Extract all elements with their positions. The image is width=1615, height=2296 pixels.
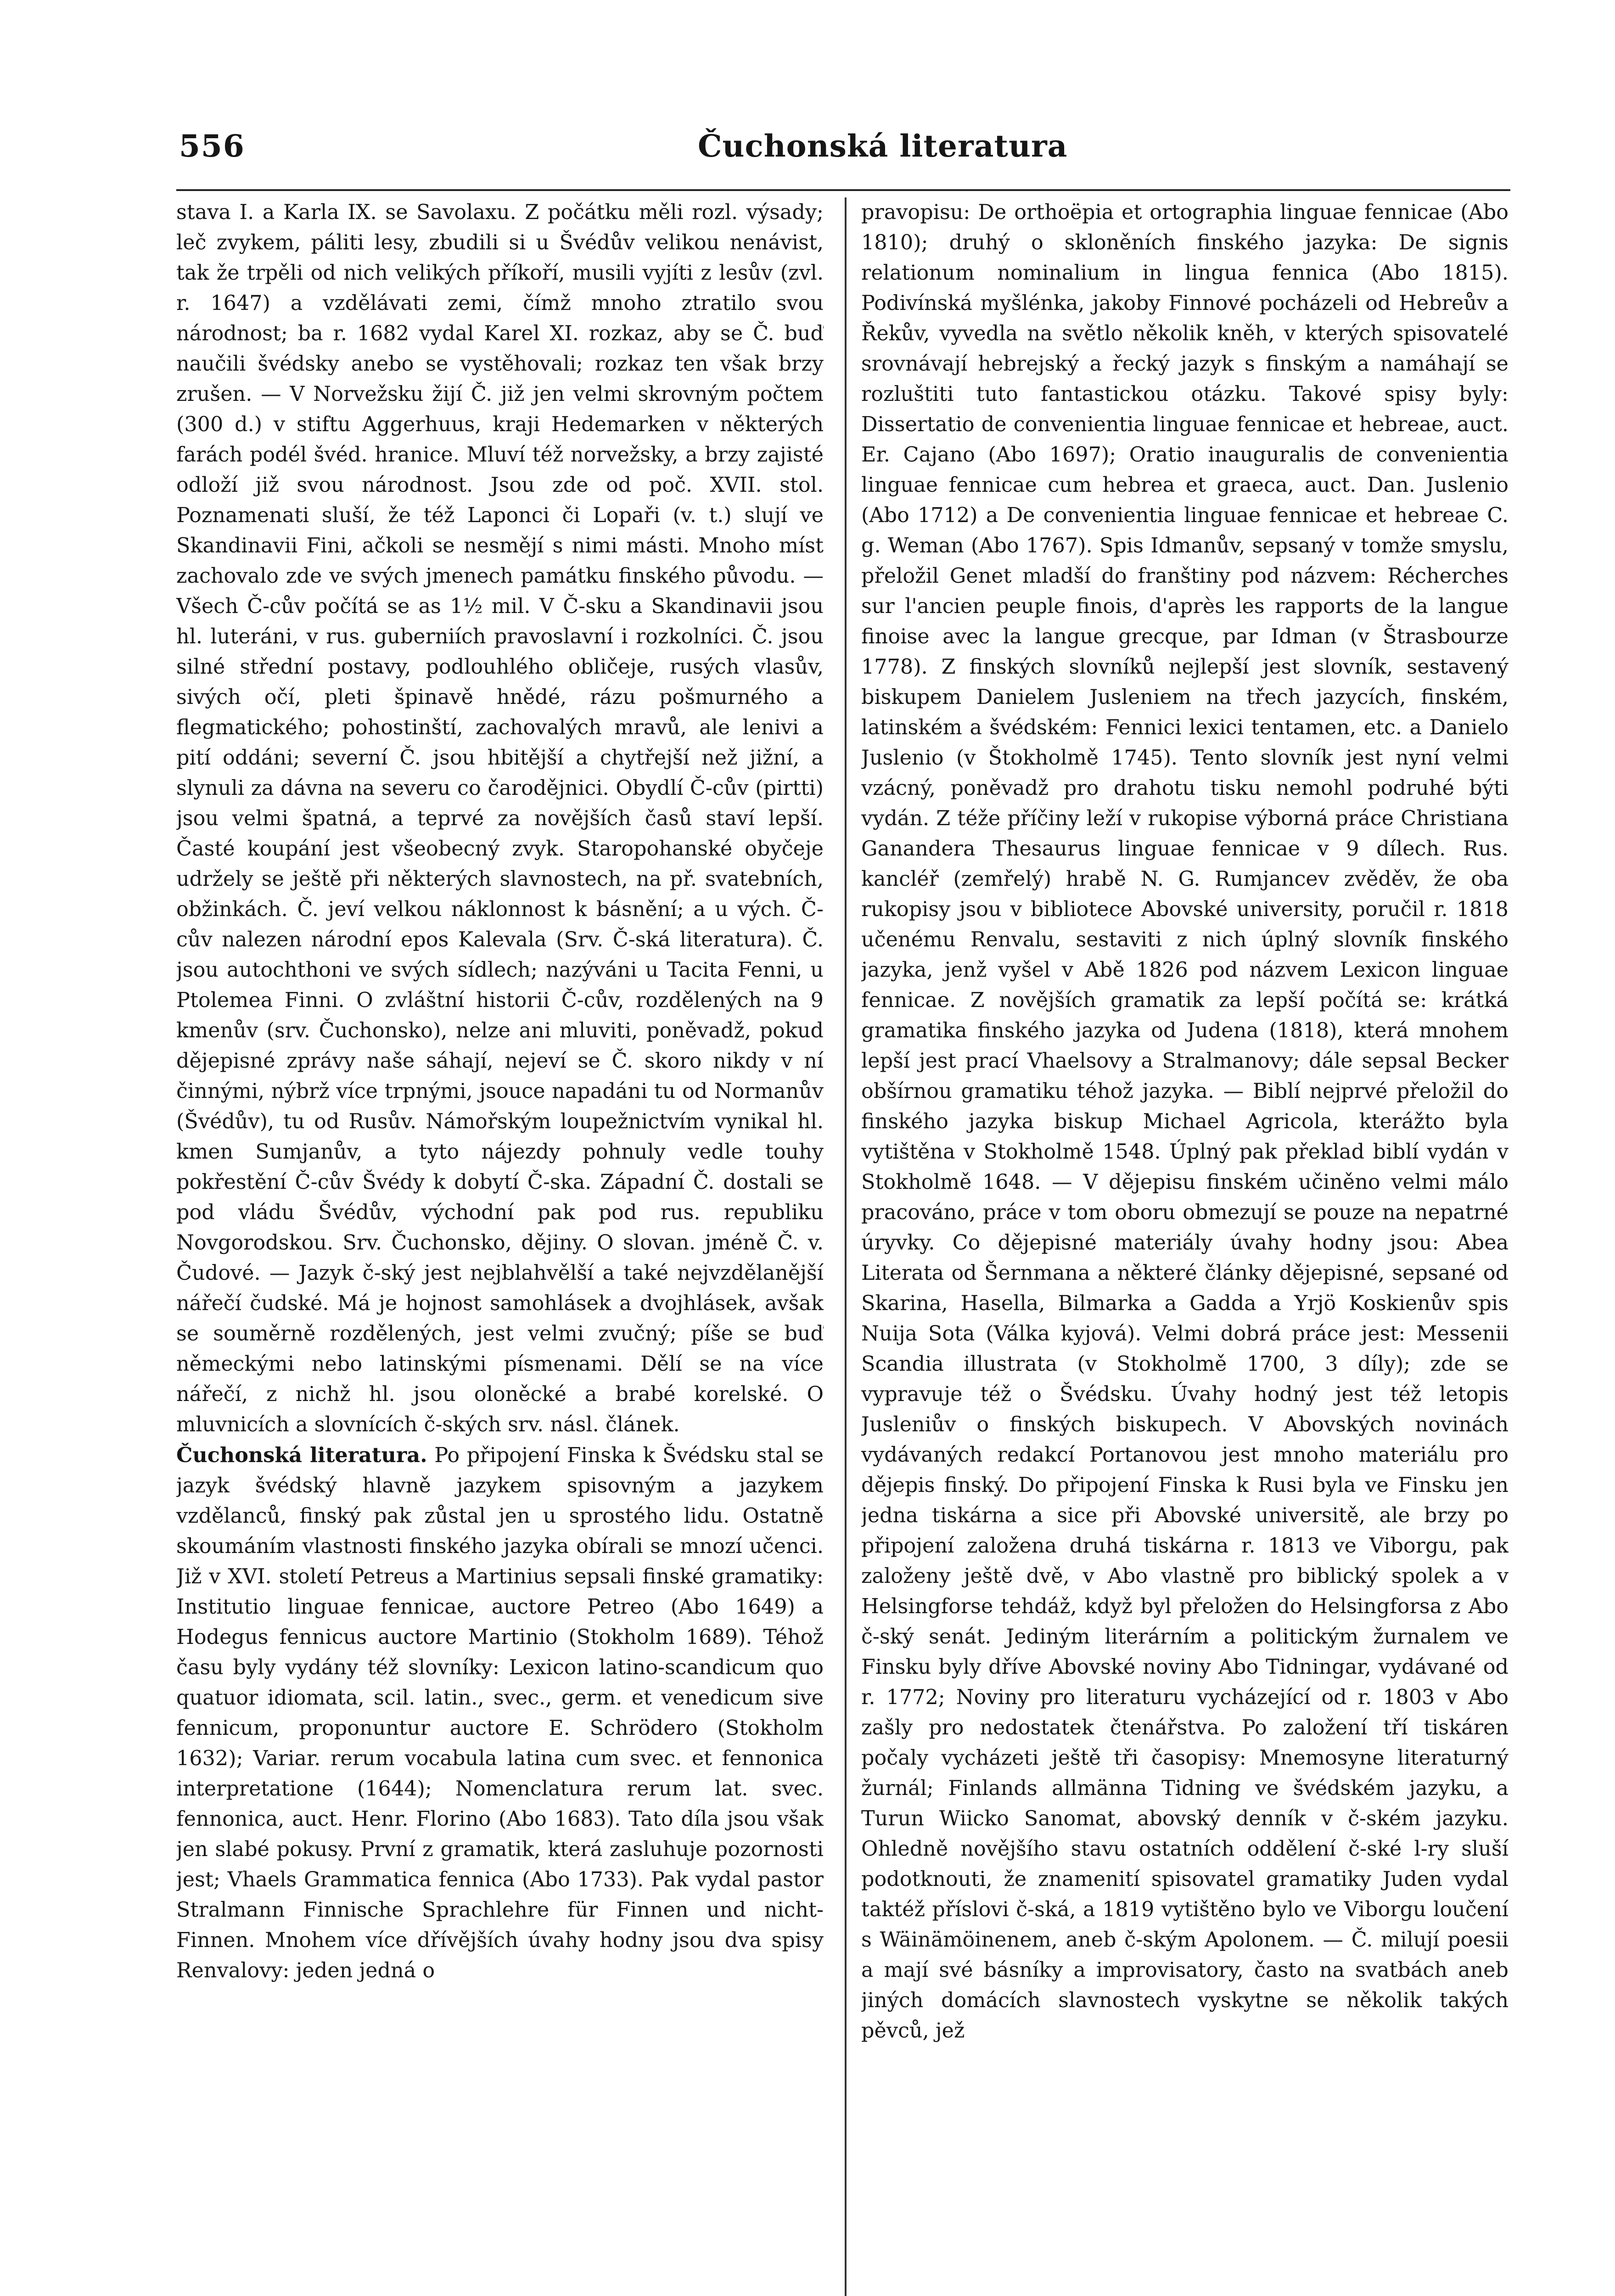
header-rule — [176, 189, 1510, 191]
right-column — [861, 197, 1508, 2296]
right-paragraph-1: pravopisu: De orthoëpia et ortographia linguae fennicae (Abo 1810); druhý o skloněních finského jazyka: De signis relationum nominalium in lingua fennica (Abo 1815). Podivínská myšlénka, jakoby Finnové pocházeli od Hebreův a Řekův, vyvedla na světlo několik kněh, v kterých spisovatelé srovnávají hebrejský a řecký jazyk s finským a namáhají se rozluštiti tuto fantastickou otázku. Takové spisy byly: Dissertatio de convenientia linguae fennicae et hebreae, auct. Er. Cajano (Abo 1697); Oratio inauguralis de convenientia linguae fennicae cum hebrea et graeca, auct. Dan. Juslenio (Abo 1712) a De convenientia linguae fennicae et hebreae C. g. Weman (Abo 1767). Spis Idmanův, sepsaný v tomže smyslu, přeložil Genet mladší do franštiny pod názvem: Récherches sur l'ancien peuple finois, d'après les rapports de la langue finoise avec la langue grecque, par Idman (v Štrasbourze 1778). Z finských slovníků nejlepší jest slovník, sestavený biskupem Danielem Jusleniem na třech jazycích, finském, latinském a švédském: Fennici lexici tentamen, etc. a Danielo Juslenio (v Štokholmě 1745). Tento slovník jest nyní velmi vzácný, poněvadž pro drahotu tisku nemohl podruhé býti vydán. Z téže příčiny leží v rukopise výborná práce Christiana Ganandera Thesaurus linguae fennicae v 9 dílech. Rus. kancléř (zemřelý) hrabě N. G. Rumjancev zvěděv, že oba rukopisy jsou v bibliotece Abovské university, poručil r. 1818 učenému Renvalu, sestaviti z nich úplný slovník finského jazyka, jenž vyšel v Abě 1826 pod názvem Lexicon linguae fennicae. Z novějších gramatik za lepší počítá se: krátká gramatika finského jazyka od Judena (1818), která mnohem lepší jest prací Vhaelsovy a Stralmanovy; dále sepsal Becker obšírnou gramatiku téhož jazyka. — Biblí nejprvé přeložil do finského jazyka biskup Michael Agricola, kterážto byla vytištěna v Stokholmě 1548. Úplný pak překlad biblí vydán v Stokholmě 1648. — V dějepisu finském učiněno velmi málo pracováno, práce v tom oboru obmezují se pouze na nepatrné úryvky. Co dějepisné materiály úvahy hodny jsou: Abea Literata od Šernmana a některé články dějepisné, sepsané od Skarina, Hasella, Bilmarka a Gadda a Yrjö Koskienův spis Nuija Sota (Válka kyjová). Velmi dobrá práce jest: Messenii Scandia illustrata (v Stokholmě 1700, 3 díly); zde se vypravuje též o Švédsku. Úvahy hodný jest též letopis Jusleniův o finských biskupech. V Abovských novinách vydávaných redakcí Portanovou jest mnoho materiálu pro dějepis finský. Do připojení Finska k Rusi byla ve Finsku jen jedna tiskárna a sice při Abovské universitě, ale brzy po připojení založena druhá tiskárna r. 1813 ve Viborgu, pak založeny ještě dvě, v Abo vlastně pro biblický spolek a v Helsingforse tehdáž, když byl přeložen do Helsingforsa z Abo č-ský senát. Jediným literárním a politickým žurnalem ve Finsku byly dříve Abovské noviny Abo Tidningar, vydávané od r. 1772; Noviny pro literaturu vycházející od r. 1803 v Abo zašly pro nedostatek čtenářstva. Po založení tří tiskáren počaly vycházeti ještě tři časopisy: Mnemosyne literaturný žurnál; Finlands allmänna Tidning ve švédském jazyku, a Turun Wiicko Sanomat, abovský denník v č-ském jazyku. Ohledně novějšího stavu ostatních oddělení č-ské l-ry sluší podotknouti, že znamenití spisovatel gramatiky Juden vydal taktéž příslovi č-ská, a 1819 vytištěno bylo ve Viborgu loučení s Wäinämöinenem, aneb č-ským Apolonem. — Č. milují poesii a mají své básníky a improvisatory, často na svatbách aneb jiných domácích slavnostech vyskytne se několik takých pěvců, jež — [861, 201, 1508, 2043]
left-paragraph-2 — [176, 1440, 824, 1986]
page-header — [0, 0, 1615, 193]
left-paragraph-1: stava I. a Karla IX. se Savolaxu. Z počátku měli rozl. výsady; leč zvykem, páliti lesy, zbudili si u Švédův velikou nenávist, tak že trpěli od nich velikých příkoří, musili vyjíti z lesův (zvl. r. 1647) a vzdělávati zemi, čímž mnoho ztratilo svou národnost; ba r. 1682 vydal Karel XI. rozkaz, aby se Č. buď naučili švédsky anebo se vystěhovali; rozkaz ten však brzy zrušen. — V Norvežsku žijí Č. již jen velmi skrovným počtem (300 d.) v stiftu Aggerhuus, kraji Hedemarken v některých farách podél švéd. hranice. Mluví též norvežsky, a brzy zajisté odloží již svou národnost. Jsou zde od poč. XVII. stol. Poznamenati sluší, že též Laponci či Lopaři (v. t.) slují ve Skandinavii Fini, ačkoli se nesmějí s nimi másti. Mnoho míst zachovalo zde ve svých jmenech památku finského původu. — Všech Č-cův počítá se as 1½ mil. V Č-sku a Skandinavii jsou hl. luteráni, v rus. guberniích pravoslavní i rozkolníci. Č. jsou silné střední postavy, podlouhlého obličeje, rusých vlasův, sivých očí, pleti špinavě hnědé, rázu pošmurného a flegmatického; pohostinští, zachovalých mravů, ale lenivi a pití oddáni; severní Č. jsou hbitější a chytřejší než jižní, a slynuli za dávna na severu co čarodějnici. Obydlí Č-cův (pirtti) jsou velmi špatná, a teprvé za novějších časů staví lepší. Časté koupání jest všeobecný zvyk. Staropohanské obyčeje udržely se ještě při některých slavnostech, na př. svatebních, obžinkách. Č. jeví velkou náklonnost k básnění; a u vých. Č-cův nalezen národní epos Kalevala (Srv. Č-ská literatura). Č. jsou autochthoni ve svých sídlech; nazýváni u Tacita Fenni, u Ptolemea Finni. O zvláštní historii Č-cův, rozdělených na 9 kmenův (srv. Čuchonsko), nelze ani mluviti, poněvadž, pokud dějepisné zprávy naše sáhají, nejeví se Č. skoro nikdy v ní činnými, nýbrž více trpnými, jsouce napadáni tu od Normanův (Švédův), tu od Rusův. Námořským loupežnictvím vynikal hl. kmen Sumjanův, a tyto nájezdy pohnuly vedle touhy pokřestění Č-cův Švédy k dobytí Č-ska. Západní Č. dostali se pod vládu Švédův, východní pak pod rus. republiku Novgorodskou. Srv. Čuchonsko, dějiny. O slovan. jméně Č. v. Čudové. — Jazyk č-ský jest nejblahvělší a také nejvzdělanější nářečí čudské. Má je hojnost samohlásek a dvojhlásek, avšak se souměrně rozdělených, jest velmi zvučný; píše se buď německými nebo latinskými písmenami. Dělí se na více nářečí, z nichž hl. jsou oloněcké a brabé korelské. O mluvnicích a slovnících č-ských srv. násl. článek. — [176, 201, 824, 1436]
left-paragraph-2-text: Po připojení Finska k Švédsku stal se jazyk švédský hlavně jazykem spisovným a jazykem vzdělanců, finský pak zůstal jen u sprostého lidu. Ostatně skoumáním vlastnosti finského jazyka obírali se mnozí učenci. Již v XVI. století Petreus a Martinius sepsali finské gramatiky: Institutio linguae fennicae, auctore Petreo (Abo 1649) a Hodegus fennicus auctore Martinio (Stokholm 1689). Téhož času byly vydány též slovníky: Lexicon latino-scandicum quo quatuor idiomata, scil. latin., svec., germ. et venedicum sive fennicum, proponuntur auctore E. Schrödero (Stokholm 1632); Variar. rerum vocabula latina cum svec. et fennonica interpretatione (1644); Nomenclatura rerum lat. svec. fennonica, auct. Henr. Florino (Abo 1683). Tato díla jsou však jen slabé pokusy. První z gramatik, která zasluhuje pozornosti jest; Vhaels Grammatica fennica (Abo 1733). Pak vydal pastor Stralmann Finnische Sprachlehre für Finnen und nicht-Finnen. Mnohem více dřívějších úvahy hodny jsou dva spisy Renvalovy: jeden jedná o — [176, 1444, 824, 1982]
column-divider — [845, 197, 847, 2296]
left-column — [176, 197, 824, 2296]
entry-heading: Čuchonská literatura. — [176, 1443, 427, 1467]
running-title: Čuchonská literatura — [698, 128, 1068, 164]
page-number: 556 — [179, 128, 245, 164]
